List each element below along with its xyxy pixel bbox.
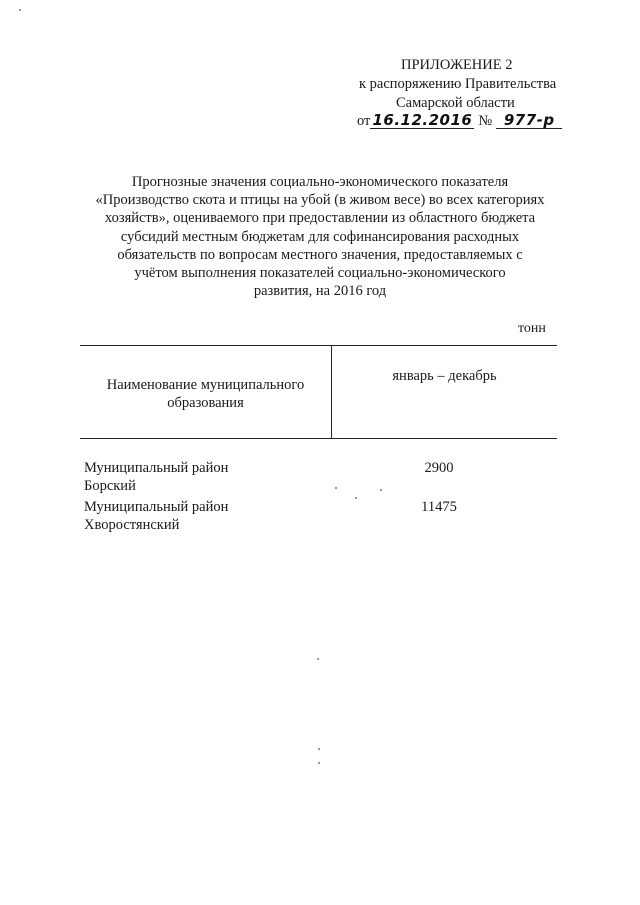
heading-line: развития, на 2016 год [253,283,387,300]
table-header [80,345,557,439]
column-header-period: январь – декабрь [392,368,497,384]
column-header-line: образования [167,395,244,411]
document-heading [80,173,560,300]
municipality-name [84,498,304,534]
handwritten-number: 977-р [496,112,562,129]
municipality-name [84,459,304,495]
heading-line: субсидий местным бюджетам для софинансирования расходных [120,228,520,245]
municipality-name-line: Муниципальный район [84,499,229,515]
municipality-name-line: Борский [84,478,136,494]
forecast-value: 2900 [424,460,454,476]
heading-line: «Производство скота и птицы на убой (в живом весе) во всех категориях [95,192,545,209]
scan-speck [335,487,337,489]
column-header-municipality [80,376,331,412]
number-label: № [478,113,493,129]
scan-speck [317,658,319,660]
scan-speck [380,489,382,491]
appendix-region-line: Самарской области [396,95,515,111]
scan-speck [19,9,21,11]
appendix-title: ПРИЛОЖЕНИЕ 2 [401,57,513,73]
handwritten-date: 16.12.2016 [370,112,474,129]
scan-speck [318,748,320,750]
scan-speck [318,762,320,764]
column-divider [331,346,332,438]
heading-line: Прогнозные значения социально-экономического показателя [131,174,509,190]
forecast-value: 11475 [421,499,457,515]
heading-line: обязательств по вопросам местного значения, предоставляемых с [117,246,523,263]
from-label: от [357,113,371,129]
scan-speck [355,497,357,499]
unit-label: тонн [518,321,546,336]
column-header-line: Наименование муниципального [106,377,305,393]
heading-line: учётом выполнения показателей социально-экономического [134,265,506,282]
municipality-name-line: Хворостянский [84,517,180,533]
appendix-order-line: к распоряжению Правительства [359,76,557,92]
heading-line: хозяйств», оцениваемого при предоставлении из областного бюджета [104,210,536,227]
appendix-date-number-line [357,112,562,130]
municipality-name-line: Муниципальный район [84,460,229,476]
